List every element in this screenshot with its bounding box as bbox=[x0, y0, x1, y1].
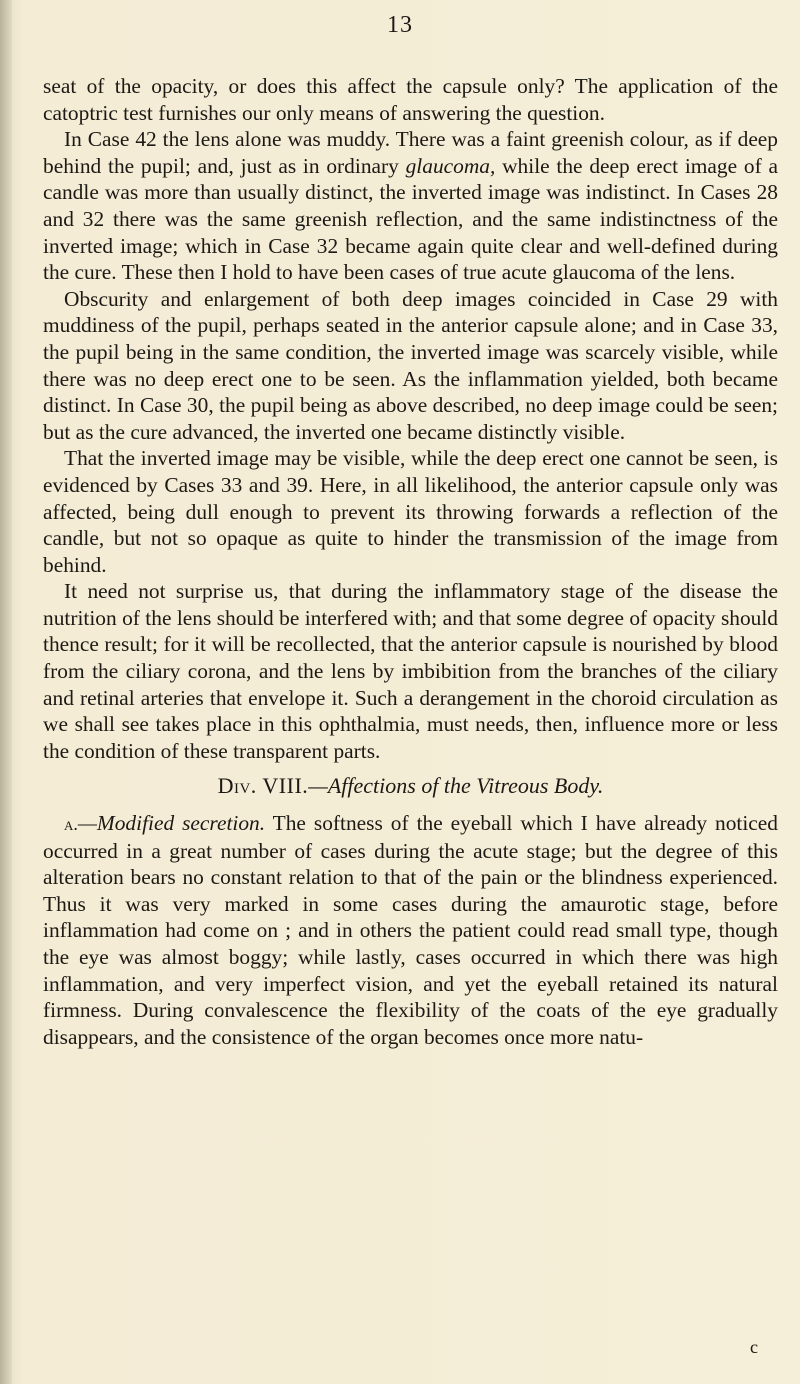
page-number: 13 bbox=[387, 12, 413, 38]
page-body bbox=[43, 73, 778, 1050]
subsection-title: —Modified secretion. bbox=[77, 811, 266, 836]
section-division-label: Div. VIII. bbox=[217, 773, 309, 799]
paragraph-2 bbox=[43, 126, 778, 286]
paragraph-6-text: The softness of the eyeball which I have already noticed occurred in a great number of cases during the acute stage; but the degree of this alteration bears no constant relation to that of the pain or the blindness experienced. Thus it was very marked in some cases during the amaurotic stage, before inflammation had come on ; and in others the patient could read small type, though the eye was almost boggy; while lastly, cases occurred in which there was high inflammation, and very imperfect vision, and yet the eyeball retained its natural firmness. During convalescence the flexibility of the coats of the eye gradually disappears, and the consistence of the organ becomes once more natu- bbox=[43, 811, 778, 1049]
glaucoma-term: glaucoma, bbox=[405, 153, 496, 178]
paragraph-2-end: while the deep erect image of a candle was more than usually distinct, the inverted image was indistinct. In Cases 28 and 32 there was the same greenish reflection, and the same indistinctness of the inverted image; which in Case 32 became again quite clear and well-defined during the cure. These then I hold to have been cases of true acute glaucoma of the lens. bbox=[43, 153, 778, 285]
paragraph-4: That the inverted image may be visible, while the deep erect one cannot be seen, is evidenced by Cases 33 and 39. Here, in all likelihood, the anterior capsule only was affected, being dull enough to prevent its throwing forwards a reflection of the candle, but not so opaque as quite to hinder the transmission of the image from behind. bbox=[43, 446, 778, 577]
section-heading bbox=[43, 773, 778, 800]
signature-mark bbox=[0, 1337, 800, 1358]
signature-letter: c bbox=[750, 1337, 758, 1357]
subsection-letter: a. bbox=[64, 814, 78, 835]
paragraph-6 bbox=[43, 810, 778, 1050]
page-gutter-edge bbox=[0, 0, 12, 1384]
section-title: —Affections of the Vitreous Body. bbox=[308, 773, 604, 799]
paragraph-2-start: In Case 42 the lens alone was muddy. There was a faint greenish colour, as if deep behind the pupil; and, just as in ordinary bbox=[43, 127, 778, 178]
paragraph-1: seat of the opacity, or does this affect the capsule only? The application of the catoptric test furnishes our only means of answering the question. bbox=[43, 74, 778, 125]
paragraph-5: It need not surprise us, that during the inflammatory stage of the disease the nutrition of the lens should be interfered with; and that some degree of opacity should thence result; for it will be recollected, that the anterior capsule is nourished by blood from the ciliary corona, and the lens by imbibition from the branches of the ciliary and retinal arteries that envelope it. Such a derangement in the choroid circulation as we shall see takes place in this ophthalmia, must needs, then, influence more or less the condition of these transparent parts. bbox=[43, 579, 778, 763]
paragraph-3: Obscurity and enlargement of both deep images coincided in Case 29 with muddiness of the pupil, perhaps seated in the anterior capsule alone; and in Case 33, the pupil being in the same condition, the inverted image was scarcely visible, while there was no deep erect one to be seen. As the inflammation yielded, both became distinct. In Case 30, the pupil being as above described, no deep image could be seen; but as the cure advanced, the inverted one became distinctly visible. bbox=[43, 286, 778, 444]
